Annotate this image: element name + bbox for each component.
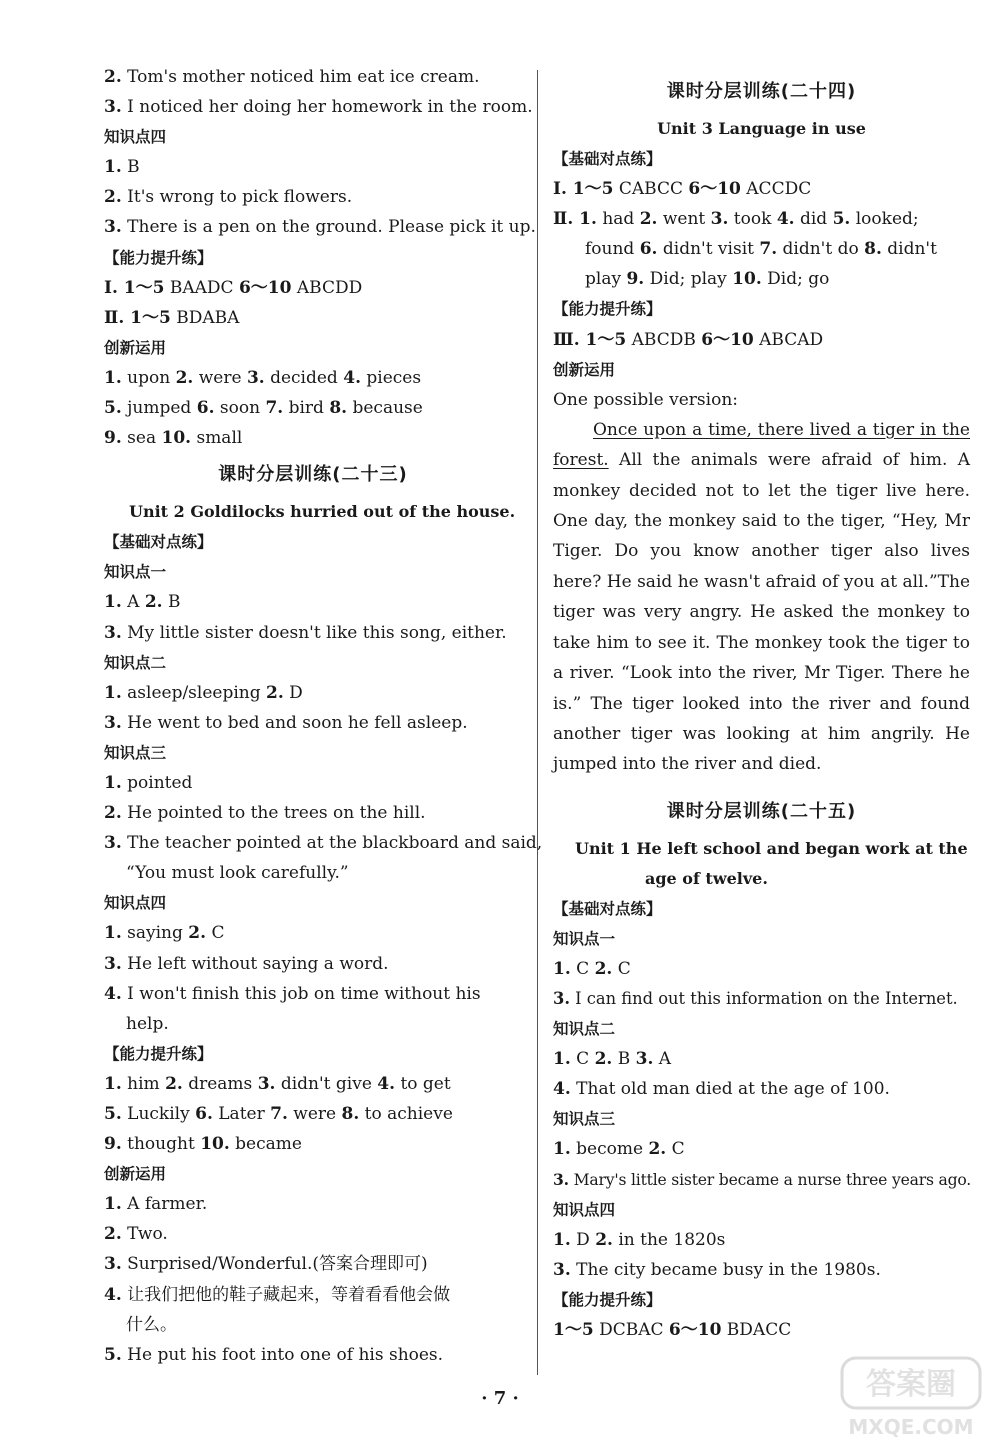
knowledge-point-heading: 知识点二: [104, 653, 167, 672]
knowledge-point-heading: 知识点四: [553, 1200, 616, 1219]
knowledge-point-heading: 知识点四: [104, 894, 167, 913]
right-column: [553, 62, 970, 1345]
answer-line: 1～5 DCBAC 6～10 BDACC: [553, 1320, 792, 1341]
answer-line: 3. I can find out this information on the Internet.: [553, 989, 958, 1008]
unit-heading: Unit 1 He left school and began work at the: [575, 838, 968, 858]
sample-essay: [553, 415, 970, 780]
svg-text:答案圈: 答案圈: [866, 1367, 956, 1402]
unit-heading: Unit 3 Language in use: [657, 119, 866, 138]
answer-line: 1. saying 2. C: [104, 923, 225, 944]
answer-line: 3. I noticed her doing her homework in the room.: [104, 97, 533, 118]
section-label-basic: 【基础对点练】: [104, 533, 213, 552]
answer-line: 4. I won't finish this job on time without his: [104, 983, 481, 1004]
answer-line: play 9. Did; play 10. Did; go: [585, 269, 830, 290]
answer-continuation: help.: [126, 1013, 169, 1034]
section-title: 课时分层训练(二十四): [666, 81, 857, 102]
innovation-heading: 创新运用: [553, 360, 616, 379]
section-title: 课时分层训练(二十三): [218, 464, 408, 486]
section-label-basic: 【基础对点练】: [553, 899, 662, 918]
answer-line: found 6. didn't visit 7. didn't do 8. didn't: [585, 239, 937, 260]
answer-line: 3. Mary's little sister became a nurse three years ago.: [553, 1169, 972, 1189]
watermark-logo: [836, 1352, 986, 1442]
answer-line: 3. The teacher pointed at the blackboard and said,: [104, 833, 543, 854]
knowledge-point-heading: 知识点一: [553, 929, 616, 948]
answer-line: 4. 让我们把他的鞋子藏起来，等着看看他会做: [104, 1284, 451, 1305]
answer-line: 1. C 2. C: [553, 958, 631, 979]
svg-text:MXQE.COM: MXQE.COM: [848, 1415, 974, 1439]
answer-line: 4. That old man died at the age of 100.: [553, 1079, 890, 1100]
answer-line: Ⅱ. 1～5 BDABA: [104, 307, 240, 328]
answer-continuation: 什么。: [126, 1314, 177, 1335]
answer-line: 1. pointed: [104, 772, 193, 793]
answer-line: 5. Luckily 6. Later 7. were 8. to achieve: [104, 1104, 453, 1124]
answer-line: 1. A 2. B: [104, 592, 181, 613]
answer-line: 1. upon 2. were 3. decided 4. pieces: [104, 367, 422, 388]
answer-line: Ⅰ. 1～5 CABCC 6～10 ACCDC: [553, 179, 812, 200]
answer-line: 3. He went to bed and soon he fell asleep.: [104, 712, 468, 733]
page-number: · 7 ·: [481, 1388, 519, 1409]
section-label-ability: 【能力提升练】: [104, 1044, 213, 1063]
knowledge-point-heading: 知识点一: [104, 563, 167, 582]
essay-body: All the animals were afraid of him. A monkey decided not to let the tiger live here. One day, the monkey said to the tiger, “Hey, Mr Tiger. Do you know another tiger also lives here? He said he wasn't afraid of you at all.”The tiger was very angry. He asked the monkey to take him to see it. The monkey took the tiger to a river. “Look into the river, Mr Tiger. There he is.” The tiger looked into the river and found another tiger was looking at him angrily. He jumped into the river and died.: [553, 450, 970, 775]
answer-line: 3. There is a pen on the ground. Please pick it up.: [104, 217, 536, 238]
answer-line: 3. My little sister doesn't like this song, either.: [104, 622, 507, 643]
unit-heading: Unit 2 Goldilocks hurried out of the house.: [129, 502, 516, 522]
answer-line: Ⅱ. 1. had 2. went 3. took 4. did 5. looked;: [553, 209, 919, 230]
answer-line: 1. him 2. dreams 3. didn't give 4. to get: [104, 1073, 451, 1094]
knowledge-point-heading: 知识点四: [104, 128, 167, 147]
answer-line: 1. become 2. C: [553, 1139, 685, 1160]
knowledge-point-heading: 知识点三: [104, 743, 167, 762]
answer-line: 1. C 2. B 3. A: [553, 1049, 672, 1070]
answer-line: 2. He pointed to the trees on the hill.: [104, 803, 426, 824]
answer-line: 3. The city became busy in the 1980s.: [553, 1259, 881, 1280]
answer-line: 1. D 2. in the 1820s: [553, 1229, 726, 1250]
answer-line: 5. He put his foot into one of his shoes.: [104, 1344, 444, 1365]
answer-line: 3. He left without saying a word.: [104, 953, 389, 974]
answer-line: 5. jumped 6. soon 7. bird 8. because: [104, 398, 423, 419]
answer-line: 2. Two.: [104, 1224, 168, 1245]
section-label-ability: 【能力提升练】: [104, 248, 213, 267]
section-label-ability: 【能力提升练】: [553, 1290, 662, 1309]
answer-line: 1. A farmer.: [104, 1194, 208, 1215]
section-label-basic: 【基础对点练】: [553, 150, 662, 168]
left-column: [104, 62, 543, 1370]
answer-continuation: “You must look carefully.”: [126, 863, 349, 884]
unit-heading-continuation: age of twelve.: [645, 868, 768, 888]
answer-line: 2. It's wrong to pick flowers.: [104, 187, 353, 208]
column-divider: [537, 70, 538, 1375]
answer-line: Ⅰ. 1～5 BAADC 6～10 ABCDD: [104, 277, 363, 298]
answer-line: Ⅲ. 1～5 ABCDB 6～10 ABCAD: [553, 329, 824, 350]
innovation-heading: 创新运用: [104, 338, 167, 357]
essay-underlined-sentence: Once upon a time, there lived a tiger in the forest.: [553, 419, 970, 471]
answer-line: 1. B: [104, 157, 140, 178]
knowledge-point-heading: 知识点三: [553, 1110, 616, 1129]
version-label: One possible version:: [553, 389, 738, 410]
answer-line: 3. Surprised/Wonderful.(答案合理即可): [104, 1254, 428, 1275]
answer-line: 9. thought 10. became: [104, 1134, 302, 1155]
innovation-heading: 创新运用: [104, 1165, 167, 1184]
knowledge-point-heading: 知识点二: [553, 1020, 616, 1039]
answer-line: 1. asleep/sleeping 2. D: [104, 682, 303, 703]
section-title: 课时分层训练(二十五): [666, 800, 857, 822]
section-label-ability: 【能力提升练】: [553, 300, 662, 319]
answer-line: 2. Tom's mother noticed him eat ice cream.: [104, 67, 480, 87]
answer-line: 9. sea 10. small: [104, 428, 243, 449]
